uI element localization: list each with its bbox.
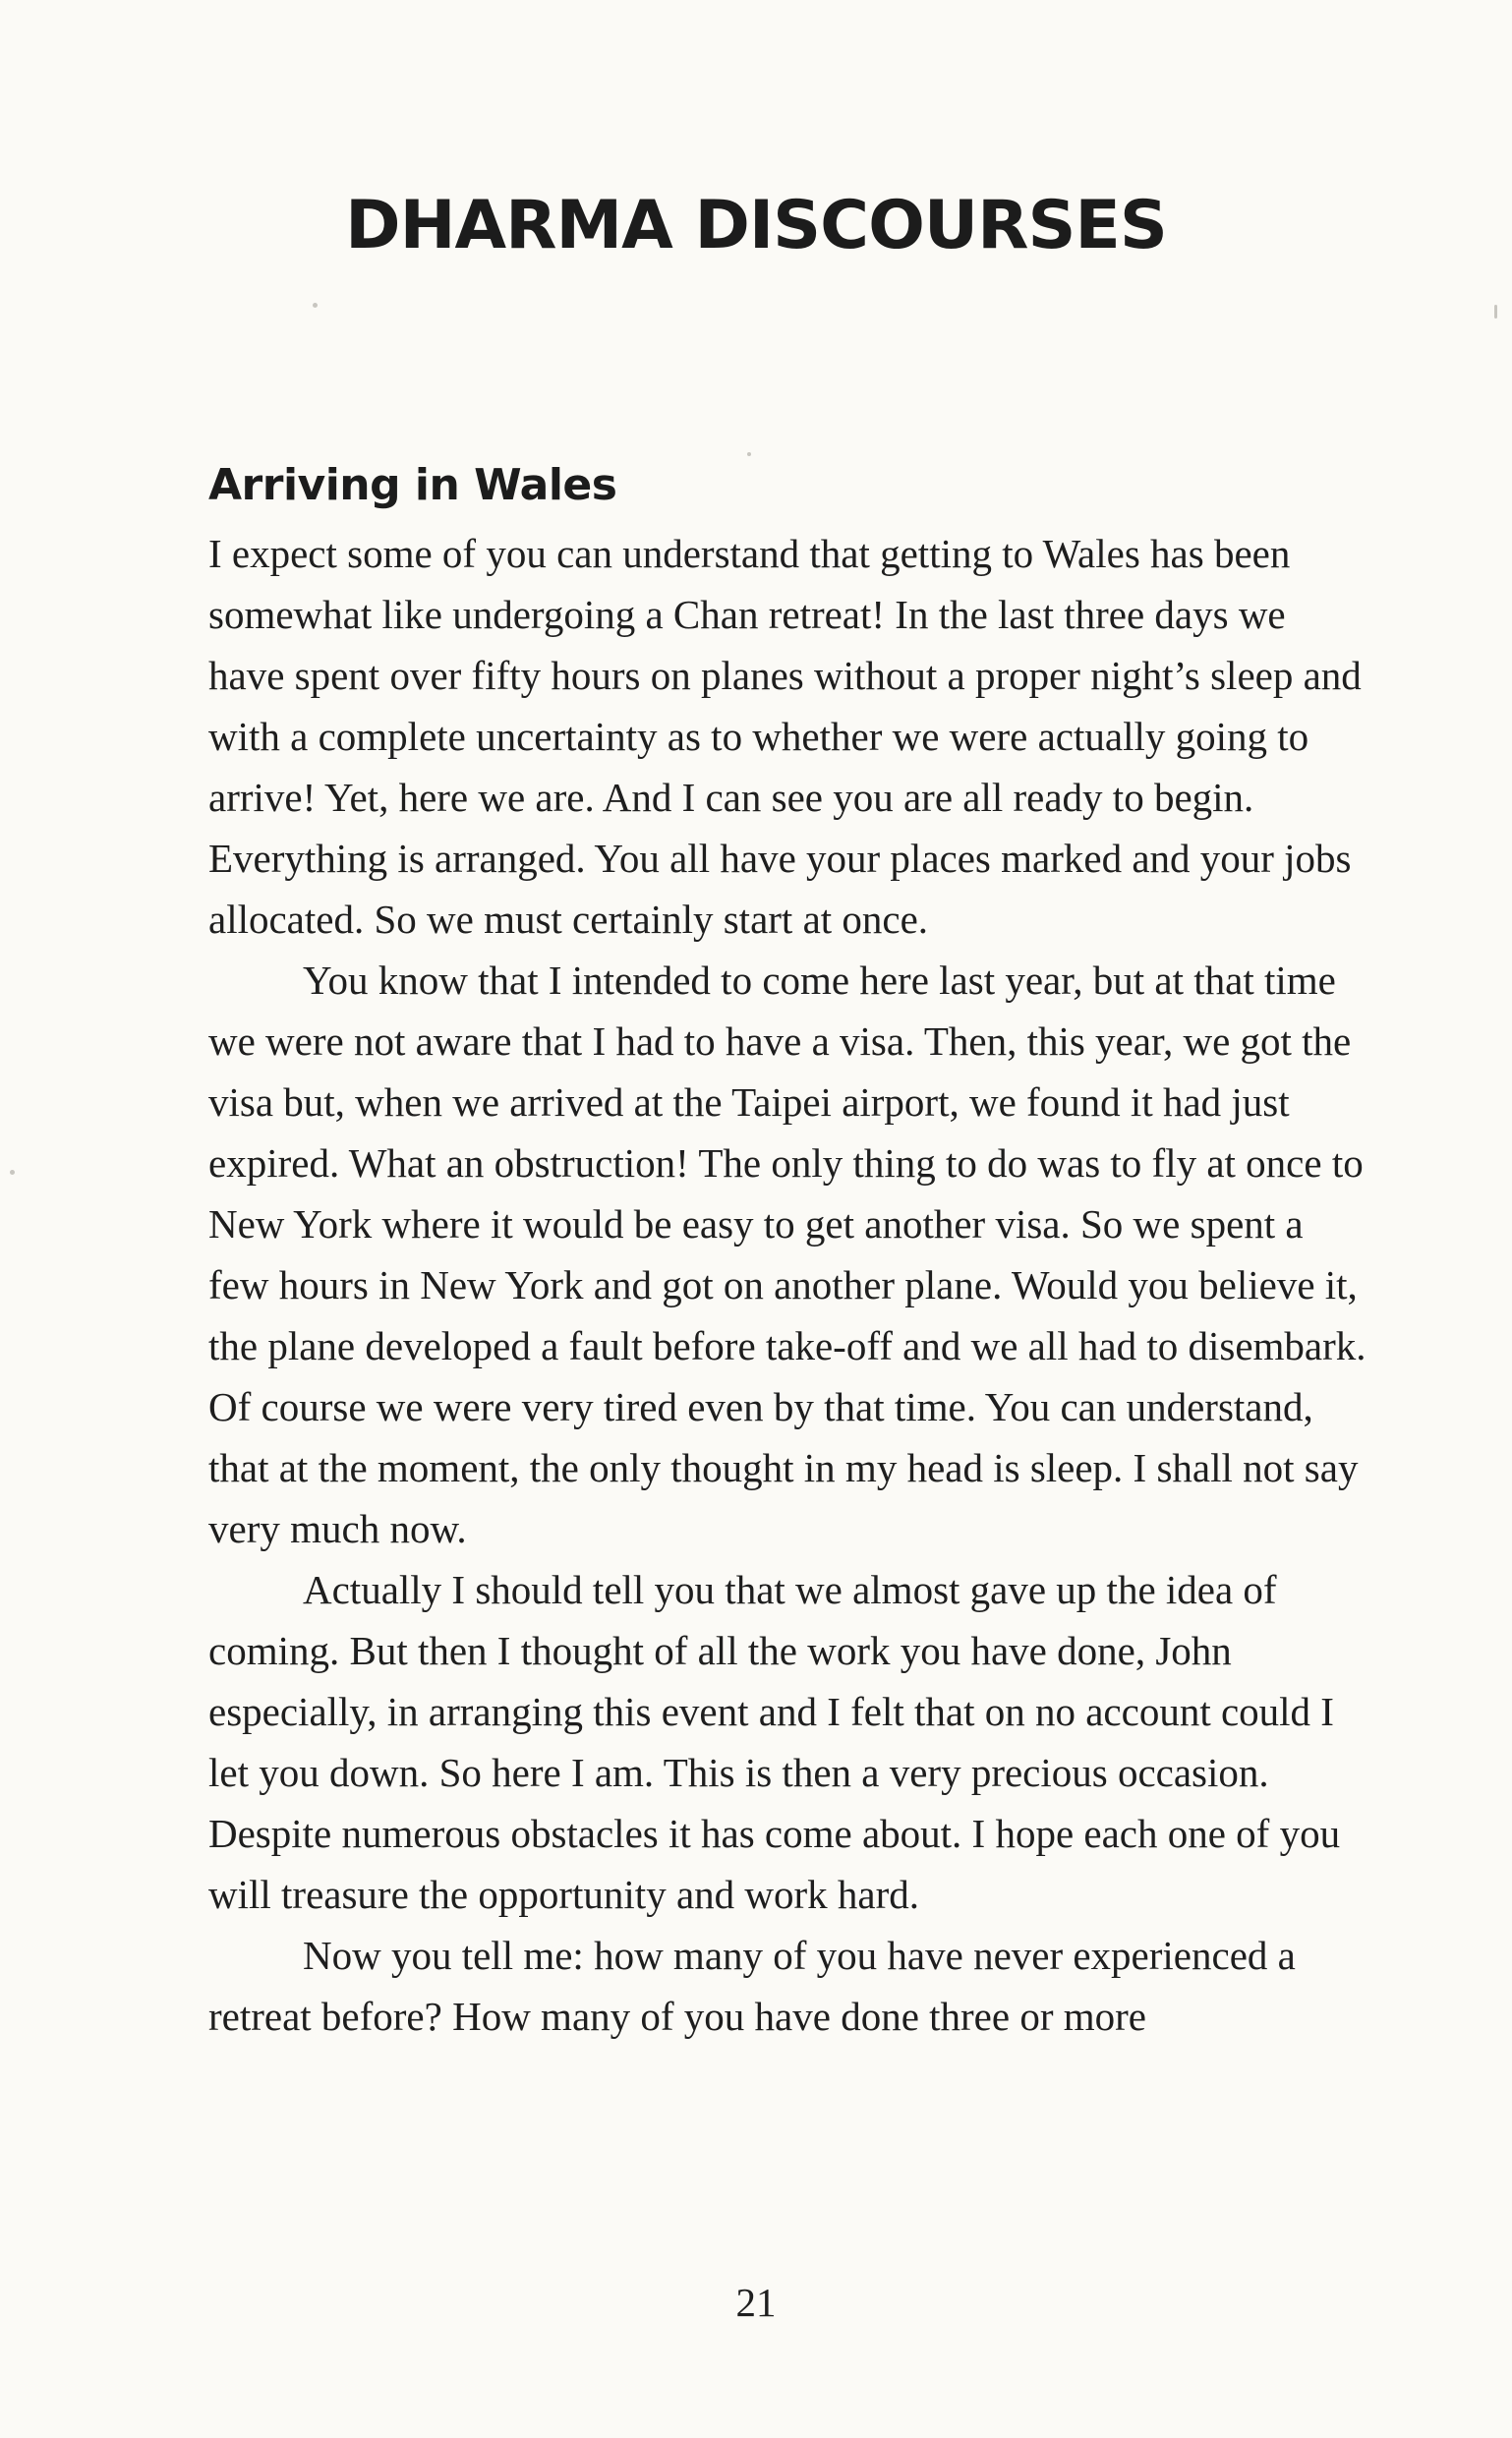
paragraph-4: Now you tell me: how many of you have never experienced a retreat before? How many of you have done three or more xyxy=(208,1933,1296,2039)
body-text xyxy=(208,523,1368,2047)
section-heading: Arriving in Wales xyxy=(208,460,617,510)
paragraph-1: I expect some of you can understand that getting to Wales has been somewhat like undergoing a Chan retreat! In the last three days we have spent over fifty hours on planes without a proper night’s sleep and with a complete uncertainty as to whether we were actually going to arrive! Yet, here we are. And I can see you are all ready to begin. Everything is arranged. You all have your places marked and your jobs allocated. So we must certainly start at once. xyxy=(208,531,1362,942)
page-number: 21 xyxy=(735,2280,777,2325)
paragraph-2: You know that I intended to come here last year, but at that time we were not aware that I had to have a visa. Then, this year, we got the visa but, when we arrived at the Taipei airport, we found it had just expired. What an obstruction! The only thing to do was to fly at once to New York where it would be easy to get another visa. So we spent a few hours in New York and got on another plane. Would you believe it, the plane developed a fault before take-off and we all had to disembark. Of course we were very tired even by that time. You can understand, that at the moment, the only thought in my head is sleep. I shall not say very much now. xyxy=(208,958,1367,1551)
scan-speck xyxy=(1494,305,1497,319)
scan-speck xyxy=(747,452,751,456)
paragraph-3: Actually I should tell you that we almost gave up the idea of coming. But then I thought of all the work you have done, John especially, in arranging this event and I felt that on no account could I let you down. So here I am. This is then a very precious occasion. Despite numerous obstacles it has come about. I hope each one of you will treasure the opportunity and work hard. xyxy=(208,1567,1341,1917)
scan-speck xyxy=(313,303,318,308)
scan-speck xyxy=(10,1170,15,1175)
chapter-title: DHARMA DISCOURSES xyxy=(345,187,1167,264)
